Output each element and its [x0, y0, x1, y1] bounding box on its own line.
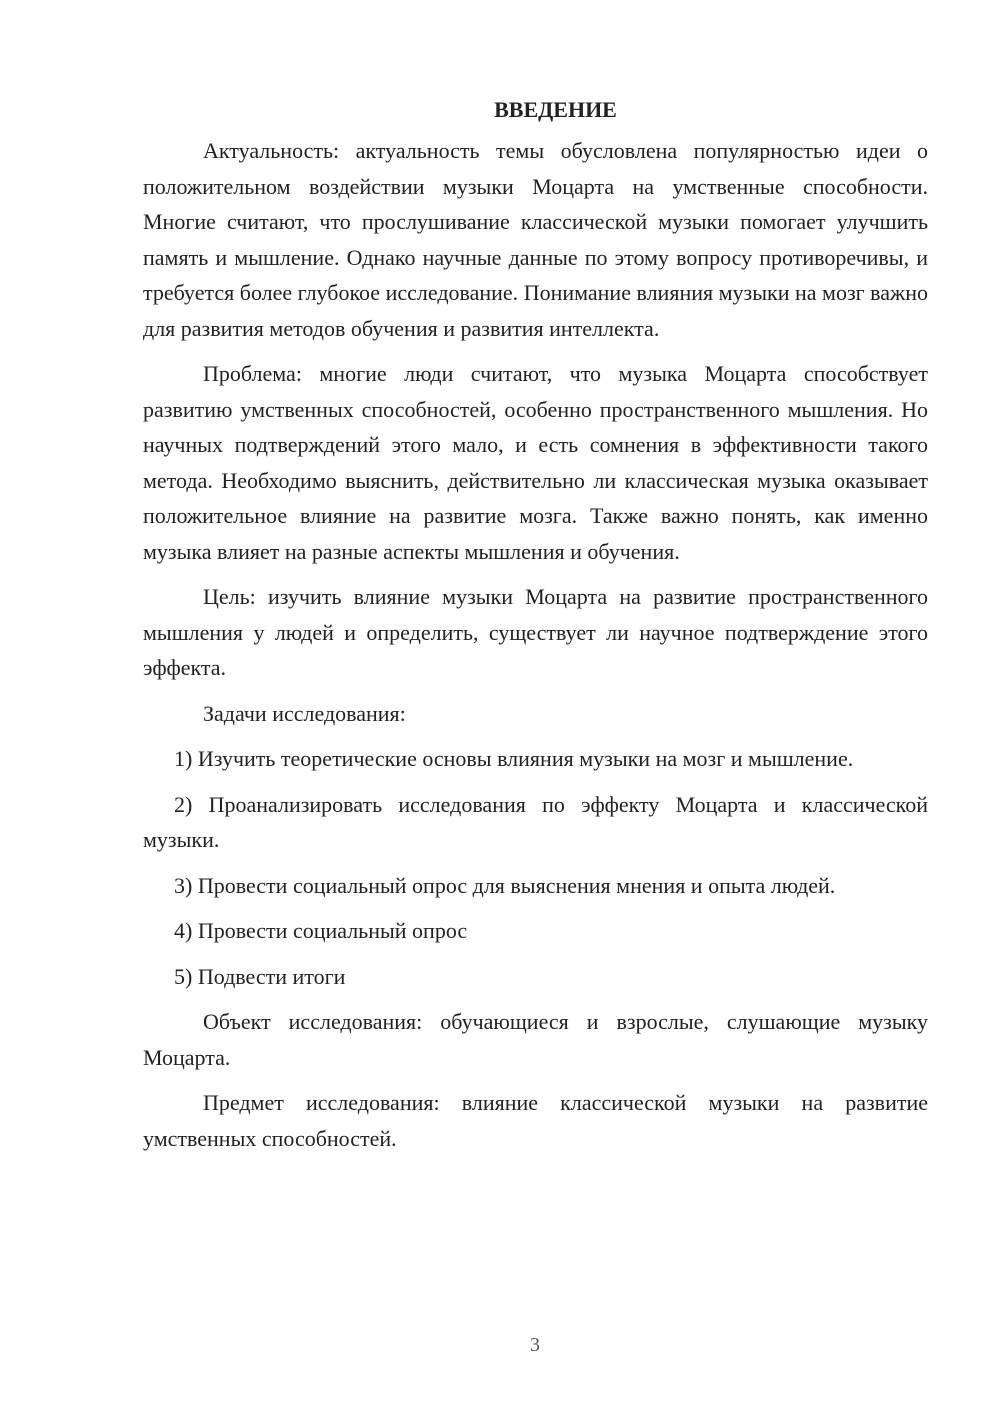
- section-title: ВВЕДЕНИЕ: [494, 97, 617, 122]
- relevance-paragraph: Актуальность: актуальность темы обусловлена популярностью идеи о положительном воздействии музыки Моцарта на умственные способности. Многие считают, что прослушивание классической музыки помогает улучшить память и мышление. Однако научные данные по этому вопросу противоречивы, и требуется более глубокое исследование. Понимание влияния музыки на мозг важно для развития методов обучения и развития интеллекта.: [143, 138, 928, 341]
- task-item-3: 3) Провести социальный опрос для выяснения мнения и опыта людей.: [174, 872, 836, 898]
- page-content: [143, 92, 928, 1166]
- task-item-2: 2) Проанализировать исследования по эффекту Моцарта и классической музыки.: [143, 791, 928, 852]
- problem-paragraph: Проблема: многие люди считают, что музыка Моцарта способствует развитию умственных способностей, особенно пространственного мышления. Но научных подтверждений этого мало, и есть сомнения в эффективности такого метода. Необходимо выяснить, действительно ли классическая музыка оказывает положительное влияние на развитие мозга. Также важно понять, как именно музыка влияет на разные аспекты мышления и обучения.: [143, 361, 928, 564]
- tasks-heading: Задачи исследования:: [203, 700, 406, 726]
- goal-paragraph: Цель: изучить влияние музыки Моцарта на развитие пространственного мышления у людей и определить, существует ли научное подтверждение этого эффекта.: [143, 584, 928, 680]
- object-paragraph: Объект исследования: обучающиеся и взрослые, слушающие музыку Моцарта.: [143, 1009, 928, 1070]
- page-number: 3: [530, 1334, 540, 1356]
- task-item-4: 4) Провести социальный опрос: [174, 918, 468, 943]
- subject-paragraph: Предмет исследования: влияние классической музыки на развитие умственных способностей.: [143, 1090, 928, 1151]
- task-item-1: 1) Изучить теоретические основы влияния музыки на мозг и мышление.: [174, 746, 854, 771]
- task-item-5: 5) Подвести итоги: [174, 963, 346, 989]
